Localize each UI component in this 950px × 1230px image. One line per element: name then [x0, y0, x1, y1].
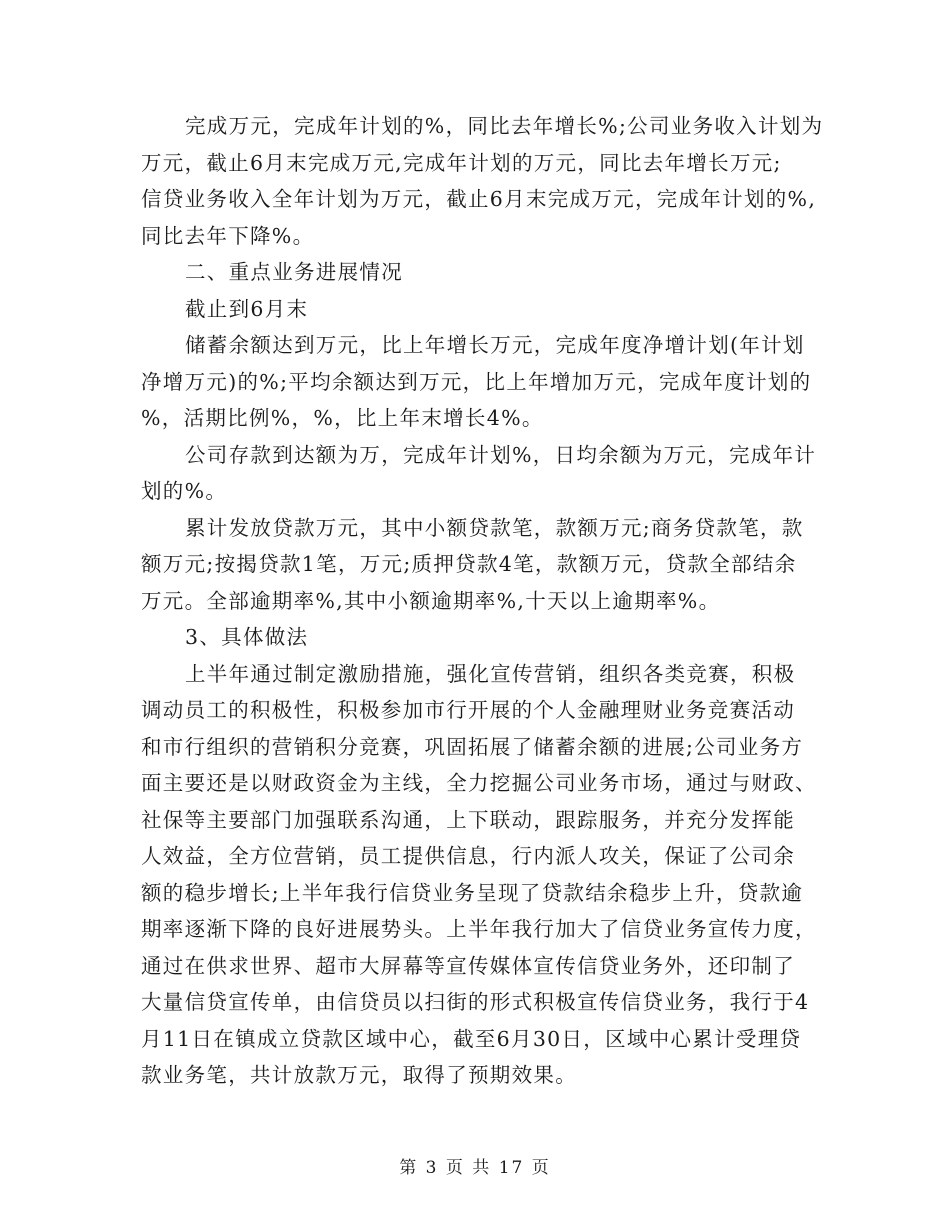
text-line: 万元，截止6月末完成万元,完成年计划的万元，同比去年增长万元; — [141, 150, 782, 175]
text-line: 面主要还是以财政资金为主线，全力挖掘公司业务市场，通过与财政、 — [141, 771, 817, 795]
text-line: 社保等主要部门加强联系沟通，上下联动，跟踪服务，并充分发挥能 — [141, 807, 795, 832]
page-number-footer: 第 3 页 共 17 页 — [399, 1158, 551, 1178]
text-line: 款业务笔，共计放款万元，取得了预期效果。 — [141, 1063, 577, 1087]
text-line: 上半年通过制定激励措施，强化宣传营销，组织各类竞赛，积极 — [185, 661, 796, 686]
text-line: 通过在供求世界、超市大屏幕等宣传媒体宣传信贷业务外，还印制了 — [141, 953, 795, 978]
section-heading — [141, 619, 813, 656]
text-line: 净增万元)的%;平均余额达到万元，比上年增加万元，完成年度计划的 — [141, 369, 812, 394]
text-line: 调动员工的积极性，积极参加市行开展的个人金融理财业务竞赛活动 — [141, 698, 795, 722]
text-line: 万元。全部逾期率%,其中小额逾期率%,十天以上逾期率%。 — [141, 588, 721, 613]
text-line: 期率逐渐下降的良好进展势头。上半年我行加大了信贷业务宣传力度， — [141, 917, 817, 941]
paragraph-corporate-deposits — [141, 437, 817, 510]
text-line: 公司存款到达额为万，完成年计划%，日均余额为万元，完成年计 — [185, 442, 817, 467]
text-line: 累计发放贷款万元，其中小额贷款笔，款额万元;商务贷款笔，款 — [185, 515, 804, 540]
paragraph-specific-practices — [141, 656, 817, 1094]
paragraph-loans-issued — [141, 510, 813, 620]
text-line: 同比去年下降%。 — [141, 223, 315, 248]
section-heading-text: 二、重点业务进展情况 — [185, 260, 403, 284]
text-line: 划的%。 — [141, 479, 228, 503]
paragraph-savings-balance — [141, 327, 813, 437]
text-line: 储蓄余额达到万元，比上年增长万元，完成年度净增计划(年计划 — [185, 333, 805, 357]
text-line: %，活期比例%，%，比上年末增长4%。 — [141, 406, 544, 430]
subheading-text: 截止到6月末 — [185, 296, 309, 321]
text-line: 和市行组织的营销积分竞赛，巩固拓展了储蓄余额的进展;公司业务方 — [141, 734, 804, 759]
text-line: 额的稳步增长;上半年我行信贷业务呈现了贷款结余稳步上升，贷款逾 — [141, 880, 804, 905]
text-line: 额万元;按揭贷款1笔，万元;质押贷款4笔，款额万元，贷款全部结余 — [141, 552, 797, 576]
text-line: 人效益，全方位营销，员工提供信息，行内派人攻关，保证了公司余 — [141, 844, 795, 868]
paragraph-income-summary — [141, 108, 824, 254]
subheading-date — [141, 291, 813, 328]
document-body — [141, 108, 824, 1094]
section-heading — [141, 254, 813, 291]
text-line: 信贷业务收入全年计划为万元，截止6月末完成万元，完成年计划的%, — [141, 187, 817, 211]
text-line: 月11日在镇成立贷款区域中心，截至6月30日，区域中心累计受理贷 — [141, 1026, 802, 1051]
text-line: 完成万元，完成年计划的%，同比去年增长%;公司业务收入计划为 — [185, 114, 824, 138]
section-heading-text: 3、具体做法 — [185, 625, 309, 649]
text-line: 大量信贷宣传单，由信贷员以扫街的形式积极宣传信贷业务，我行于4 — [141, 990, 810, 1014]
